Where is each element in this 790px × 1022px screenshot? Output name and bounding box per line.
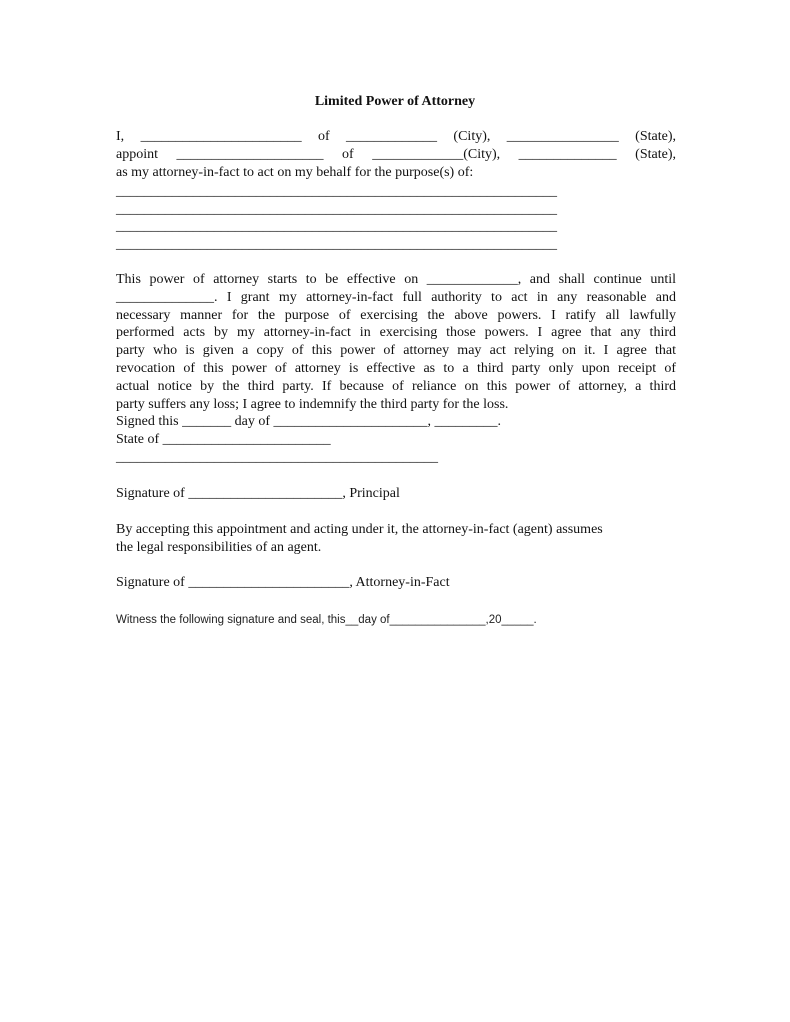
witness-section <box>116 612 676 630</box>
witness-line: Witness the following signature and seal, this__day of_______________,20_____. <box>116 614 537 626</box>
paragraph-line: actual notice by the third party. If because of reliance on this power of attorney, a third <box>116 378 676 394</box>
purpose-blank-line: _______________________________________________________________ <box>116 201 557 217</box>
acceptance-line: By accepting this appointment and acting under it, the attorney-in-fact (agent) assumes <box>116 522 603 537</box>
signature-rule: ______________________________________________ <box>116 449 438 465</box>
purpose-section <box>116 183 676 253</box>
paragraph-line: performed acts by my attorney-in-fact in exercising those powers. I agree that any third <box>116 325 676 341</box>
paragraph-line: revocation of this power of attorney is effective as to a third party only upon receipt of <box>116 360 676 376</box>
attorney-signature-section <box>116 574 676 592</box>
paragraph-line: party who is given a copy of this power of attorney may act relying on it. I agree that <box>116 343 676 359</box>
principal-signature-section <box>116 485 676 503</box>
paragraph-line: party suffers any loss; I agree to indemnify the third party for the loss. <box>116 396 509 412</box>
acceptance-line: the legal responsibilities of an agent. <box>116 539 322 555</box>
principal-signature-line: Signature of ______________________, Principal <box>116 486 400 501</box>
paragraph-line: necessary manner for the purpose of exercising the above powers. I ratify all lawfully <box>116 307 676 323</box>
purpose-intro-line: as my attorney-in-fact to act on my behalf for the purpose(s) of: <box>116 164 474 180</box>
attorney-signature-line: Signature of _______________________, Attorney-in-Fact <box>116 575 450 590</box>
purpose-blank-line: _______________________________________________________________ <box>116 236 557 252</box>
paragraph-line: ______________. I grant my attorney-in-fact full authority to act in any reasonable and <box>116 289 676 305</box>
document-title: Limited Power of Attorney <box>314 94 476 109</box>
terms-paragraph <box>116 271 676 467</box>
appoint-line: appoint _____________________ of _____________(City), ______________ (State), <box>116 146 676 162</box>
purpose-blank-line: _______________________________________________________________ <box>116 219 557 235</box>
signed-date-line: Signed this _______ day of ______________________, _________. <box>116 414 501 430</box>
paragraph-line: This power of attorney starts to be effective on _____________, and shall continue until <box>116 272 676 287</box>
acceptance-paragraph <box>116 521 676 557</box>
appointment-section <box>116 128 676 181</box>
purpose-blank-line: _______________________________________________________________ <box>116 184 557 199</box>
state-line: State of ________________________ <box>116 432 331 448</box>
grantor-line: I, _______________________ of _____________ (City), ________________ (State), <box>116 129 676 144</box>
